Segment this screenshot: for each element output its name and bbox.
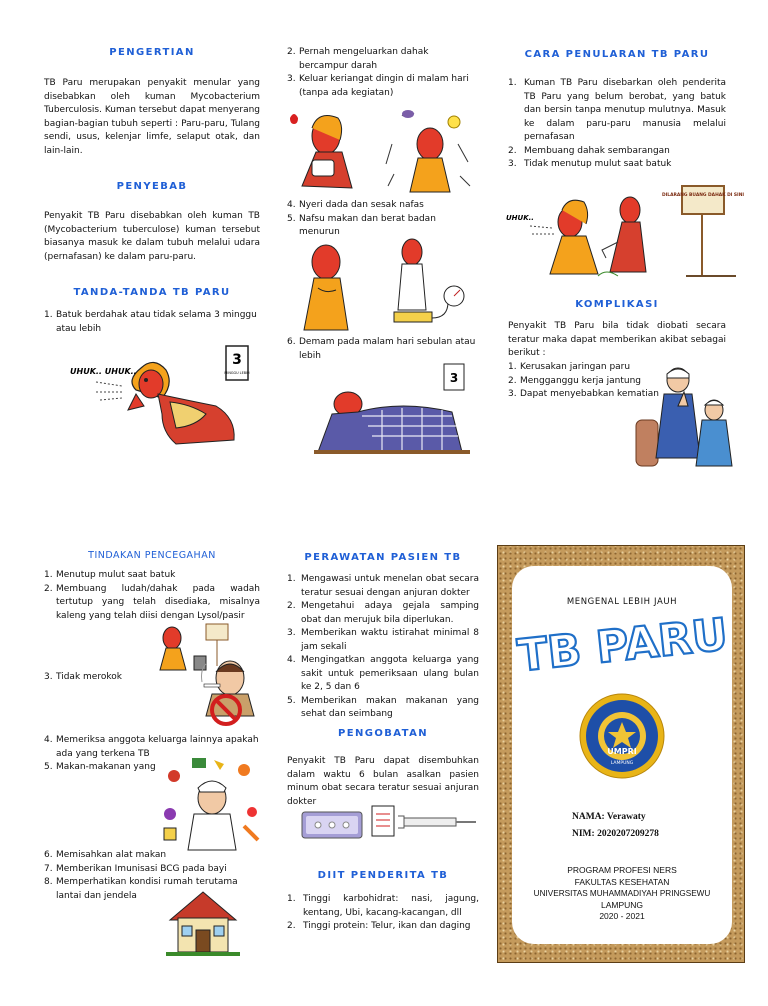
perawatan-list <box>287 573 479 722</box>
item-number: 6. <box>44 850 53 860</box>
diit-title: DIIT PENDERITA TB <box>317 870 449 881</box>
list-item <box>44 863 264 877</box>
item-text: Memberikan waktu istirahat minimal 8 jam sekali <box>301 628 479 652</box>
pencegahan-list-a <box>44 569 260 623</box>
item-number: 1. <box>44 570 53 580</box>
coughing-man-illustration <box>66 340 262 448</box>
blood-sputum-sweat-illustration <box>282 104 482 196</box>
fever-in-bed-illustration <box>312 360 476 456</box>
item-text: Pernah mengeluarkan dahak bercampur darah <box>299 47 429 71</box>
program-name: PROGRAM PROFESI NERS <box>567 865 677 875</box>
item-number: 1. <box>508 78 517 88</box>
list-item <box>287 654 479 695</box>
item-text: Kuman TB Paru disebarkan oleh penderita TB Paru yang belum berobat, yang batuk dan bersin tanpa menutup mulutnya. Masuk ke dalam paru-paru manusia melalui pernafasan <box>524 78 726 142</box>
cover-panel <box>497 545 745 963</box>
university-logo <box>578 692 666 780</box>
cough-text: UHUK.. UHUK.. <box>70 367 137 376</box>
cover-title <box>515 609 731 682</box>
item-text: Dapat menyebabkan kematian <box>520 389 659 399</box>
penyebab-title: PENYEBAB <box>116 181 188 192</box>
pengertian-title: PENGERTIAN <box>109 47 195 58</box>
list-item <box>287 199 479 213</box>
item-text: Tidak menutup mulut saat batuk <box>524 159 672 169</box>
penyebab-text: Penyakit TB Paru disebabkan oleh kuman TB (Mycobacterium tuberculose) kuman tersebut biasanya masuk ke dalam tubuh melalui udara (pernafasan) ke dalam paru-paru. <box>44 211 260 262</box>
item-number: 4. <box>287 200 296 210</box>
list-item <box>44 583 260 624</box>
item-number: 2. <box>508 375 517 386</box>
item-text: Membuang ludah/dahak pada wadah tertutup yang telah disediaka, misalnya kaleng yang telah diisi dengan Lysol/pasir <box>56 583 260 621</box>
cough-text: UHUK.. <box>506 214 534 222</box>
item-text: Memberikan Imunisasi BCG pada bayi <box>56 863 227 874</box>
item-text: Nyeri dada dan sesak nafas <box>299 200 424 210</box>
item-number: 2. <box>287 921 296 931</box>
item-text: Mengetahui adaya gejala samping obat dan merujuk bila diperlukan. <box>301 601 479 625</box>
list-item <box>44 309 260 336</box>
student-nim: NIM: 2020207209278 <box>572 829 659 839</box>
institution-block <box>512 865 732 923</box>
list-item <box>287 695 479 722</box>
cover-subtitle: MENGENAL LEBIH JAUH <box>566 597 678 607</box>
transmission-illustration <box>506 180 744 280</box>
logo-subtext: LAMPUNG <box>610 761 634 766</box>
university-name: UNIVERSITAS MUHAMMADIYAH PRINGSEWU <box>533 889 711 898</box>
item-number: 1. <box>287 574 296 584</box>
faculty-name: FAKULTAS KESEHATAN <box>574 876 670 887</box>
list-item <box>508 77 726 145</box>
list-item <box>508 145 726 159</box>
student-name: NAMA: Verawaty <box>572 812 646 822</box>
item-number: 3. <box>287 628 296 638</box>
tanda-list-a <box>44 309 260 336</box>
item-text: Kerusakan jaringan paru <box>520 362 631 372</box>
list-item <box>508 158 726 172</box>
item-number: 8. <box>44 877 53 887</box>
komplikasi-text: Penyakit TB Paru bila tidak diobati secara teratur maka dapat memberikan akibat sebagai berikut : <box>508 321 726 358</box>
item-text: Tinggi karbohidrat: nasi, jagung, kentang, Ubi, kacang-kacangan, dll <box>303 894 479 918</box>
item-text: Memeriksa anggota keluarga lainnya apakah ada yang terkena TB <box>56 735 259 759</box>
academic-year: 2020 - 2021 <box>599 911 645 921</box>
item-number: 1. <box>44 310 53 320</box>
praying-people-illustration <box>634 362 734 470</box>
medicine-illustration <box>300 804 476 844</box>
item-number: 5. <box>44 762 53 772</box>
tanda-title: TANDA-TANDA TB PARU <box>73 287 231 298</box>
no-smoking-illustration <box>196 656 262 728</box>
penularan-title: CARA PENULARAN TB PARU <box>524 49 710 60</box>
list-item <box>287 73 479 100</box>
calendar-number: 3 <box>232 352 242 368</box>
item-text: Makan-makanan yang <box>56 762 156 772</box>
list-item <box>287 920 479 934</box>
item-number: 2. <box>287 601 296 611</box>
cover-card <box>512 566 732 944</box>
item-text: Memperhatikan kondisi rumah terutama lantai dan jendela <box>56 877 238 901</box>
item-text: Tidak merokok <box>56 672 122 682</box>
logo-text: UMPRI <box>607 747 637 756</box>
item-number: 6. <box>287 337 296 347</box>
list-item <box>44 569 260 583</box>
house-illustration <box>166 888 240 958</box>
item-number: 1. <box>287 894 296 904</box>
city-name: LAMPUNG <box>600 899 644 910</box>
perawatan-title: PERAWATAN PASIEN TB <box>304 552 462 563</box>
cover-title-text: TB PARU <box>515 609 731 682</box>
pengobatan-text: Penyakit TB Paru dapat disembuhkan dalam waktu 6 bulan asalkan pasien minum obat secara teratur sesuai anjuran dokter <box>287 756 479 807</box>
item-text: Memisahkan alat makan <box>56 850 167 860</box>
item-number: 4. <box>44 735 53 745</box>
list-item <box>287 46 479 73</box>
calendar-text: MINGGU LEBIH <box>224 371 250 375</box>
item-number: 5. <box>287 213 296 224</box>
item-number: 1. <box>508 362 517 372</box>
list-item <box>287 336 479 363</box>
list-item <box>287 573 479 600</box>
item-text: Mengingatkan anggota keluarga yang sakit untuk pemeriksaan ulang bulan ke 2, 5 dan 6 <box>301 655 479 692</box>
penularan-list <box>508 77 726 172</box>
list-item <box>287 893 479 920</box>
list-item <box>44 849 264 863</box>
item-number: 2. <box>287 47 296 57</box>
list-item <box>287 627 479 654</box>
tanda-list-d <box>287 336 479 363</box>
item-text: Memberikan makan makanan yang sehat dan seimbang <box>301 695 479 719</box>
item-text: Membuang dahak sembarangan <box>524 145 670 156</box>
item-text: Mengawasi untuk menelan obat secara teratur sesuai dengan anjuran dokter <box>301 574 479 598</box>
item-number: 3. <box>44 672 53 682</box>
item-number: 3. <box>287 74 296 84</box>
item-text: Menutup mulut saat batuk <box>56 570 176 580</box>
item-text: Nafsu makan dan berat badan menurun <box>299 213 436 237</box>
pencegahan-title: TINDAKAN PENCEGAHAN <box>88 550 216 561</box>
item-number: 7. <box>44 863 53 874</box>
komplikasi-title: KOMPLIKASI <box>575 299 659 310</box>
item-number: 2. <box>508 145 517 156</box>
item-number: 2. <box>44 583 53 594</box>
item-text: Tinggi protein: Telur, ikan dan daging <box>303 921 471 931</box>
item-number: 5. <box>287 695 296 706</box>
item-number: 3. <box>508 389 517 399</box>
item-number: 4. <box>287 655 296 665</box>
item-text: Batuk berdahak atau tidak selama 3 minggu atau lebih <box>56 310 257 334</box>
tanda-list-b <box>287 46 479 100</box>
item-text: Mengganggu kerja jantung <box>520 375 642 386</box>
list-item <box>287 600 479 627</box>
sign-text: DILARANG BUANG DAHAK DI SINI <box>662 193 744 198</box>
pengertian-text: TB Paru merupakan penyakit menular yang disebabkan oleh kuman Mycobacterium Tuberculosis. Kuman tersebut dapat menyerang bagian-bagian tubuh seperti : Paru-paru, Tulang sendi, usus, kelenjar limfe, selaput otak, dan lain-lain. <box>44 78 260 156</box>
item-text: Keluar keriangat dingin di malam hari (tanpa ada kegiatan) <box>299 74 469 98</box>
pengobatan-title: PENGOBATAN <box>338 728 428 739</box>
healthy-food-illustration <box>162 756 262 852</box>
calendar-number: 3 <box>449 371 459 385</box>
diit-list <box>287 893 479 934</box>
item-text: Demam pada malam hari sebulan atau lebih <box>299 337 476 361</box>
chest-pain-weight-illustration <box>296 232 476 336</box>
item-number: 3. <box>508 159 517 169</box>
